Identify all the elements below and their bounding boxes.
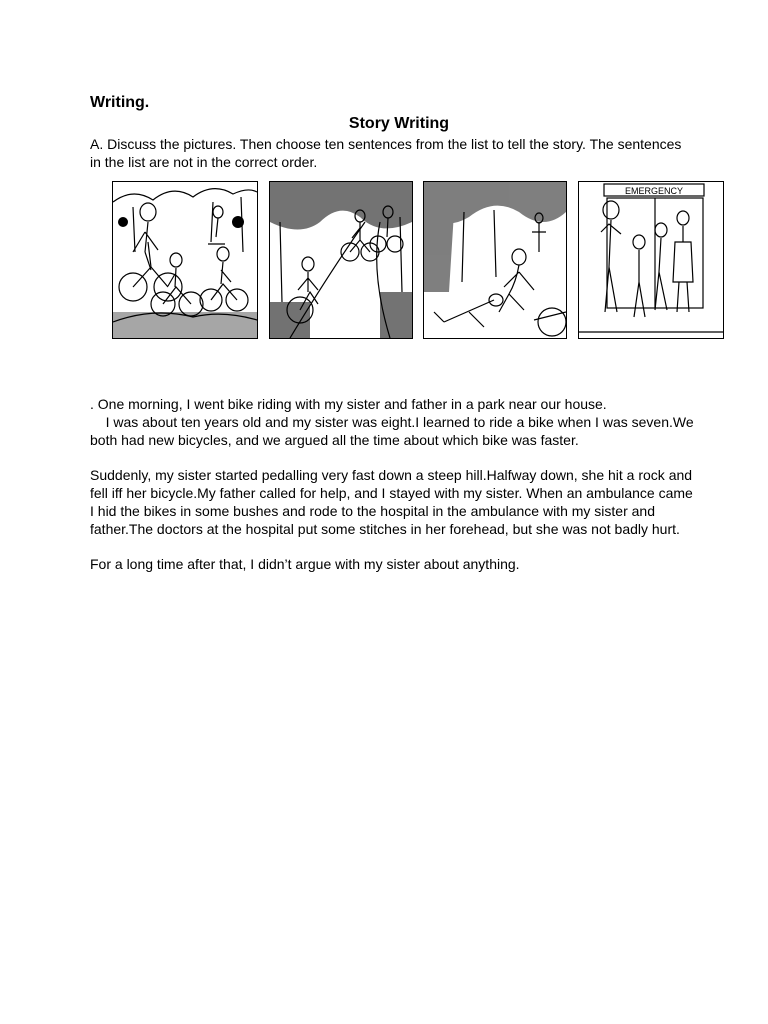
- picture-panel-3: [423, 181, 567, 339]
- family-riding-illustration: [113, 182, 257, 338]
- picture-panel-2: [269, 181, 413, 339]
- accident-illustration: [424, 182, 566, 338]
- hospital-illustration: [579, 182, 723, 338]
- story-body: [90, 396, 700, 592]
- story-paragraph-1: . One morning, I went bike riding with my sister and father in a park near our house. I was about ten years old and my sister was eight.I learned to ride a bike when I was seven.We both had new bicycles, and we argued all the time about which bike was faster.: [90, 396, 694, 448]
- page-title: Story Writing: [348, 115, 450, 132]
- story-paragraph-2: Suddenly, my sister started pedalling very fast down a steep hill.Halfway down, she hit a rock and fell iff her bicycle.My father called for help, and I stayed with my sister. When an ambulance came I hid the bikes in some bushes and rode to the hospital in the ambulance with my sister and father.The doctors at the hospital put some stitches in her forehead, but she was not badly hurt.: [90, 467, 693, 537]
- forest-path-illustration: [270, 182, 412, 338]
- emergency-sign: EMERGENCY: [624, 186, 684, 196]
- picture-panel-1: [112, 181, 258, 339]
- instructions-text: A. Discuss the pictures. Then choose ten sentences from the list to tell the story. The sentences in the list are not in the correct order.: [90, 136, 682, 170]
- story-paragraph-3: For a long time after that, I didn’t argue with my sister about anything.: [90, 556, 520, 573]
- section-heading: Writing.: [90, 94, 150, 111]
- picture-strip: [112, 181, 724, 339]
- picture-panel-4: [578, 181, 724, 339]
